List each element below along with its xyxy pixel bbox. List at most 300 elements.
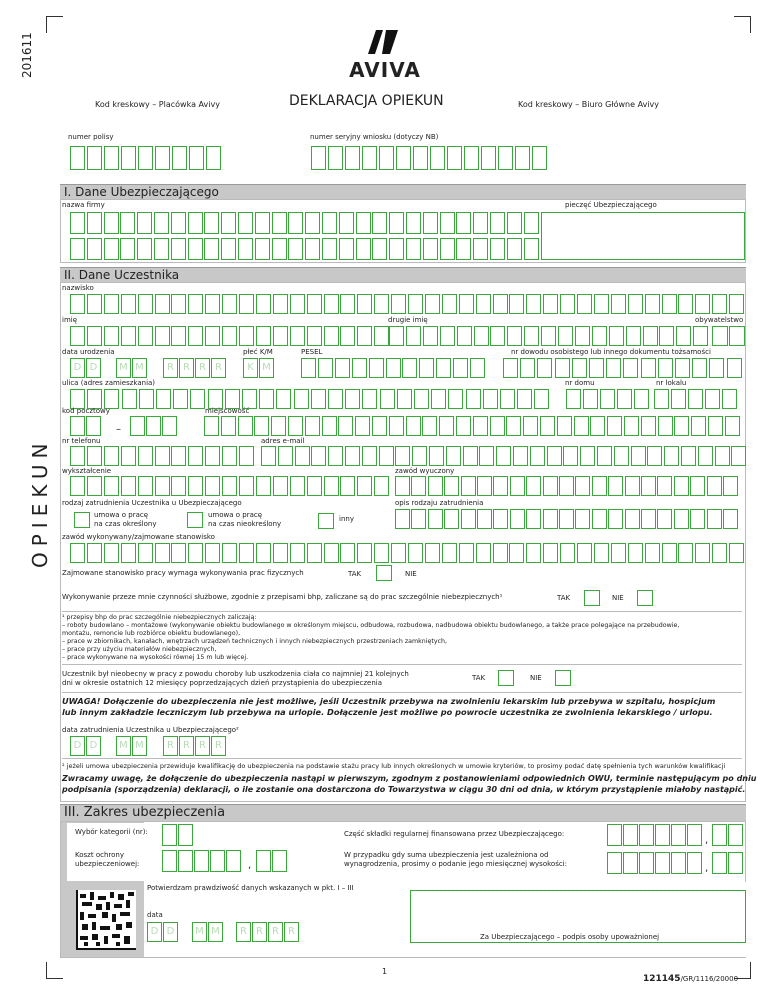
char-box[interactable] [645,543,660,563]
char-box[interactable] [456,212,471,234]
char-box[interactable] [104,212,119,234]
char-box[interactable] [463,446,478,466]
char-box[interactable] [464,146,479,170]
sick-yes-checkbox[interactable] [498,670,514,686]
char-box[interactable] [470,358,485,378]
char-box[interactable] [137,238,152,260]
char-box[interactable] [345,389,360,409]
char-box[interactable] [338,416,353,436]
char-box[interactable] [643,326,658,346]
char-box[interactable] [727,358,742,378]
char-box[interactable] [526,294,541,314]
char-box[interactable] [211,358,226,378]
char-box[interactable] [674,416,689,436]
char-box[interactable] [712,824,727,846]
char-box[interactable] [560,294,575,314]
char-box[interactable] [204,238,219,260]
char-box[interactable] [631,446,646,466]
char-box[interactable] [171,446,186,466]
char-box[interactable] [490,416,505,436]
char-box[interactable] [674,476,689,496]
char-box[interactable] [623,852,638,874]
char-box[interactable] [362,389,377,409]
char-box[interactable] [543,509,558,529]
char-box[interactable] [623,824,638,846]
char-box[interactable] [395,509,410,529]
char-box[interactable] [457,326,472,346]
char-box[interactable] [461,476,476,496]
char-box[interactable] [374,326,389,346]
char-box[interactable] [86,358,101,378]
char-box[interactable] [163,922,178,942]
char-box[interactable] [70,543,85,563]
char-box[interactable] [396,146,411,170]
char-box[interactable] [328,446,343,466]
char-box[interactable] [641,476,656,496]
char-box[interactable] [205,294,220,314]
char-box[interactable] [617,389,632,409]
char-box[interactable] [626,326,641,346]
char-box[interactable] [345,146,360,170]
char-box[interactable] [507,326,522,346]
char-box[interactable] [256,850,271,872]
char-box[interactable] [374,543,389,563]
char-box[interactable] [583,389,598,409]
char-box[interactable] [641,416,656,436]
char-box[interactable] [628,294,643,314]
char-box[interactable] [104,146,119,170]
char-box[interactable] [524,238,539,260]
char-box[interactable] [256,326,271,346]
char-box[interactable] [311,389,326,409]
char-box[interactable] [577,543,592,563]
char-box[interactable] [355,416,370,436]
char-box[interactable] [645,294,660,314]
char-box[interactable] [625,509,640,529]
char-box[interactable] [120,238,135,260]
char-box[interactable] [594,294,609,314]
char-box[interactable] [362,446,377,466]
char-box[interactable] [659,326,674,346]
char-box[interactable] [526,476,541,496]
fixed-term-checkbox[interactable] [74,512,90,528]
char-box[interactable] [236,922,251,942]
char-box[interactable] [162,824,177,846]
char-box[interactable] [474,326,489,346]
char-box[interactable] [411,476,426,496]
char-box[interactable] [356,238,371,260]
char-box[interactable] [543,294,558,314]
char-box[interactable] [389,212,404,234]
char-box[interactable] [195,736,210,756]
char-box[interactable] [624,416,639,436]
char-box[interactable] [70,326,85,346]
char-box[interactable] [712,543,727,563]
char-box[interactable] [86,736,101,756]
char-box[interactable] [543,476,558,496]
char-box[interactable] [428,476,443,496]
char-box[interactable] [693,326,708,346]
char-box[interactable] [121,543,136,563]
char-box[interactable] [526,543,541,563]
char-box[interactable] [70,146,85,170]
char-box[interactable] [473,238,488,260]
char-box[interactable] [87,238,102,260]
char-box[interactable] [395,476,410,496]
char-box[interactable] [352,358,367,378]
char-box[interactable] [575,476,590,496]
char-box[interactable] [674,509,689,529]
char-box[interactable] [391,543,406,563]
char-box[interactable] [87,146,102,170]
char-box[interactable] [172,146,187,170]
char-box[interactable] [205,543,220,563]
char-box[interactable] [205,326,220,346]
char-box[interactable] [423,326,438,346]
char-box[interactable] [510,476,525,496]
char-box[interactable] [675,358,690,378]
char-box[interactable] [238,238,253,260]
char-box[interactable] [559,509,574,529]
char-box[interactable] [496,446,511,466]
char-box[interactable] [483,389,498,409]
char-box[interactable] [639,852,654,874]
char-box[interactable] [425,294,440,314]
char-box[interactable] [178,824,193,846]
char-box[interactable] [503,358,518,378]
char-box[interactable] [456,238,471,260]
char-box[interactable] [526,509,541,529]
char-box[interactable] [379,446,394,466]
char-box[interactable] [563,446,578,466]
char-box[interactable] [473,212,488,234]
char-box[interactable] [520,358,535,378]
char-box[interactable] [446,446,461,466]
char-box[interactable] [379,146,394,170]
char-box[interactable] [242,389,257,409]
char-box[interactable] [162,850,177,872]
char-box[interactable] [671,852,686,874]
char-box[interactable] [322,212,337,234]
char-box[interactable] [662,543,677,563]
char-box[interactable] [386,358,401,378]
char-box[interactable] [221,212,236,234]
char-box[interactable] [70,476,85,496]
char-box[interactable] [259,358,274,378]
char-box[interactable] [205,446,220,466]
char-box[interactable] [391,294,406,314]
char-box[interactable] [171,543,186,563]
char-box[interactable] [429,446,444,466]
char-box[interactable] [138,543,153,563]
char-box[interactable] [459,294,474,314]
char-box[interactable] [695,543,710,563]
bhp-yes-checkbox[interactable] [584,590,600,606]
char-box[interactable] [731,446,746,466]
char-box[interactable] [70,212,85,234]
char-box[interactable] [592,326,607,346]
char-box[interactable] [608,476,623,496]
char-box[interactable] [188,476,203,496]
char-box[interactable] [273,543,288,563]
char-box[interactable] [592,509,607,529]
char-box[interactable] [419,358,434,378]
char-box[interactable] [255,238,270,260]
char-box[interactable] [372,238,387,260]
char-box[interactable] [271,416,286,436]
char-box[interactable] [273,476,288,496]
char-box[interactable] [607,852,622,874]
char-box[interactable] [725,416,740,436]
char-box[interactable] [543,543,558,563]
char-box[interactable] [272,238,287,260]
char-box[interactable] [324,294,339,314]
char-box[interactable] [70,446,85,466]
char-box[interactable] [104,326,119,346]
char-box[interactable] [412,446,427,466]
char-box[interactable] [221,416,236,436]
char-box[interactable] [671,389,686,409]
char-box[interactable] [340,476,355,496]
char-box[interactable] [575,326,590,346]
char-box[interactable] [442,543,457,563]
char-box[interactable] [413,146,428,170]
char-box[interactable] [188,294,203,314]
char-box[interactable] [208,389,223,409]
char-box[interactable] [600,389,615,409]
char-box[interactable] [607,416,622,436]
char-box[interactable] [658,358,673,378]
char-box[interactable] [179,358,194,378]
char-box[interactable] [423,238,438,260]
char-box[interactable] [340,326,355,346]
char-box[interactable] [557,416,572,436]
char-box[interactable] [238,212,253,234]
char-box[interactable] [87,389,102,409]
char-box[interactable] [453,358,468,378]
char-box[interactable] [278,446,293,466]
char-box[interactable] [509,543,524,563]
char-box[interactable] [647,446,662,466]
char-box[interactable] [406,212,421,234]
char-box[interactable] [335,358,350,378]
char-box[interactable] [138,326,153,346]
char-box[interactable] [589,358,604,378]
char-box[interactable] [662,294,677,314]
char-box[interactable] [273,326,288,346]
bhp-no-checkbox[interactable] [637,590,653,606]
char-box[interactable] [357,326,372,346]
char-box[interactable] [506,416,521,436]
char-box[interactable] [171,294,186,314]
char-box[interactable] [305,416,320,436]
physical-yes-checkbox[interactable] [376,565,392,581]
char-box[interactable] [194,850,209,872]
char-box[interactable] [560,543,575,563]
char-box[interactable] [490,326,505,346]
char-box[interactable] [547,446,562,466]
char-box[interactable] [188,543,203,563]
char-box[interactable] [211,736,226,756]
char-box[interactable] [594,543,609,563]
char-box[interactable] [639,824,654,846]
char-box[interactable] [479,446,494,466]
char-box[interactable] [155,476,170,496]
char-box[interactable] [436,358,451,378]
char-box[interactable] [477,476,492,496]
char-box[interactable] [369,358,384,378]
char-box[interactable] [104,543,119,563]
char-box[interactable] [188,446,203,466]
char-box[interactable] [104,389,119,409]
char-box[interactable] [698,446,713,466]
char-box[interactable] [272,212,287,234]
char-box[interactable] [290,294,305,314]
char-box[interactable] [534,389,549,409]
char-box[interactable] [406,238,421,260]
char-box[interactable] [688,389,703,409]
char-box[interactable] [256,543,271,563]
char-box[interactable] [268,922,283,942]
char-box[interactable] [171,326,186,346]
char-box[interactable] [380,389,395,409]
char-box[interactable] [723,476,738,496]
indefinite-checkbox[interactable] [187,512,203,528]
char-box[interactable] [461,509,476,529]
char-box[interactable] [208,922,223,942]
char-box[interactable] [611,294,626,314]
char-box[interactable] [566,389,581,409]
char-box[interactable] [192,922,207,942]
char-box[interactable] [705,389,720,409]
char-box[interactable] [664,446,679,466]
char-box[interactable] [523,416,538,436]
char-box[interactable] [357,294,372,314]
char-box[interactable] [609,326,624,346]
char-box[interactable] [290,543,305,563]
char-box[interactable] [324,543,339,563]
char-box[interactable] [687,824,702,846]
char-box[interactable] [537,358,552,378]
char-box[interactable] [444,476,459,496]
char-box[interactable] [574,416,589,436]
char-box[interactable] [722,389,737,409]
char-box[interactable] [507,212,522,234]
char-box[interactable] [340,543,355,563]
char-box[interactable] [163,736,178,756]
char-box[interactable] [155,543,170,563]
char-box[interactable] [290,326,305,346]
char-box[interactable] [395,446,410,466]
char-box[interactable] [712,852,727,874]
char-box[interactable] [372,416,387,436]
char-box[interactable] [206,146,221,170]
char-box[interactable] [628,543,643,563]
char-box[interactable] [411,509,426,529]
char-box[interactable] [607,824,622,846]
char-box[interactable] [729,294,744,314]
stamp-box[interactable] [541,212,745,260]
char-box[interactable] [156,389,171,409]
char-box[interactable] [690,509,705,529]
char-box[interactable] [154,238,169,260]
char-box[interactable] [428,509,443,529]
char-box[interactable] [222,476,237,496]
char-box[interactable] [120,212,135,234]
char-box[interactable] [195,358,210,378]
char-box[interactable] [524,212,539,234]
char-box[interactable] [138,446,153,466]
char-box[interactable] [239,326,254,346]
char-box[interactable] [239,543,254,563]
char-box[interactable] [322,238,337,260]
char-box[interactable] [555,358,570,378]
char-box[interactable] [205,476,220,496]
char-box[interactable] [146,416,161,436]
char-box[interactable] [681,446,696,466]
char-box[interactable] [676,326,691,346]
char-box[interactable] [572,358,587,378]
char-box[interactable] [425,543,440,563]
char-box[interactable] [173,389,188,409]
char-box[interactable] [171,212,186,234]
char-box[interactable] [70,389,85,409]
char-box[interactable] [210,850,225,872]
char-box[interactable] [137,212,152,234]
char-box[interactable] [444,509,459,529]
char-box[interactable] [657,509,672,529]
char-box[interactable] [477,509,492,529]
char-box[interactable] [132,358,147,378]
char-box[interactable] [155,446,170,466]
char-box[interactable] [507,238,522,260]
char-box[interactable] [239,446,254,466]
char-box[interactable] [307,294,322,314]
char-box[interactable] [715,446,730,466]
char-box[interactable] [273,294,288,314]
char-box[interactable] [138,294,153,314]
char-box[interactable] [307,543,322,563]
char-box[interactable] [238,416,253,436]
char-box[interactable] [254,416,269,436]
char-box[interactable] [692,358,707,378]
char-box[interactable] [448,389,463,409]
char-box[interactable] [597,446,612,466]
char-box[interactable] [708,416,723,436]
char-box[interactable] [524,326,539,346]
char-box[interactable] [301,358,316,378]
char-box[interactable] [340,294,355,314]
char-box[interactable] [155,326,170,346]
char-box[interactable] [515,146,530,170]
char-box[interactable] [116,736,131,756]
char-box[interactable] [442,294,457,314]
char-box[interactable] [188,212,203,234]
char-box[interactable] [541,326,556,346]
char-box[interactable] [671,824,686,846]
char-box[interactable] [641,509,656,529]
char-box[interactable] [122,389,137,409]
char-box[interactable] [476,294,491,314]
char-box[interactable] [130,416,145,436]
char-box[interactable] [559,476,574,496]
char-box[interactable] [70,358,85,378]
char-box[interactable] [691,416,706,436]
char-box[interactable] [284,922,299,942]
char-box[interactable] [513,446,528,466]
char-box[interactable] [374,294,389,314]
char-box[interactable] [87,476,102,496]
